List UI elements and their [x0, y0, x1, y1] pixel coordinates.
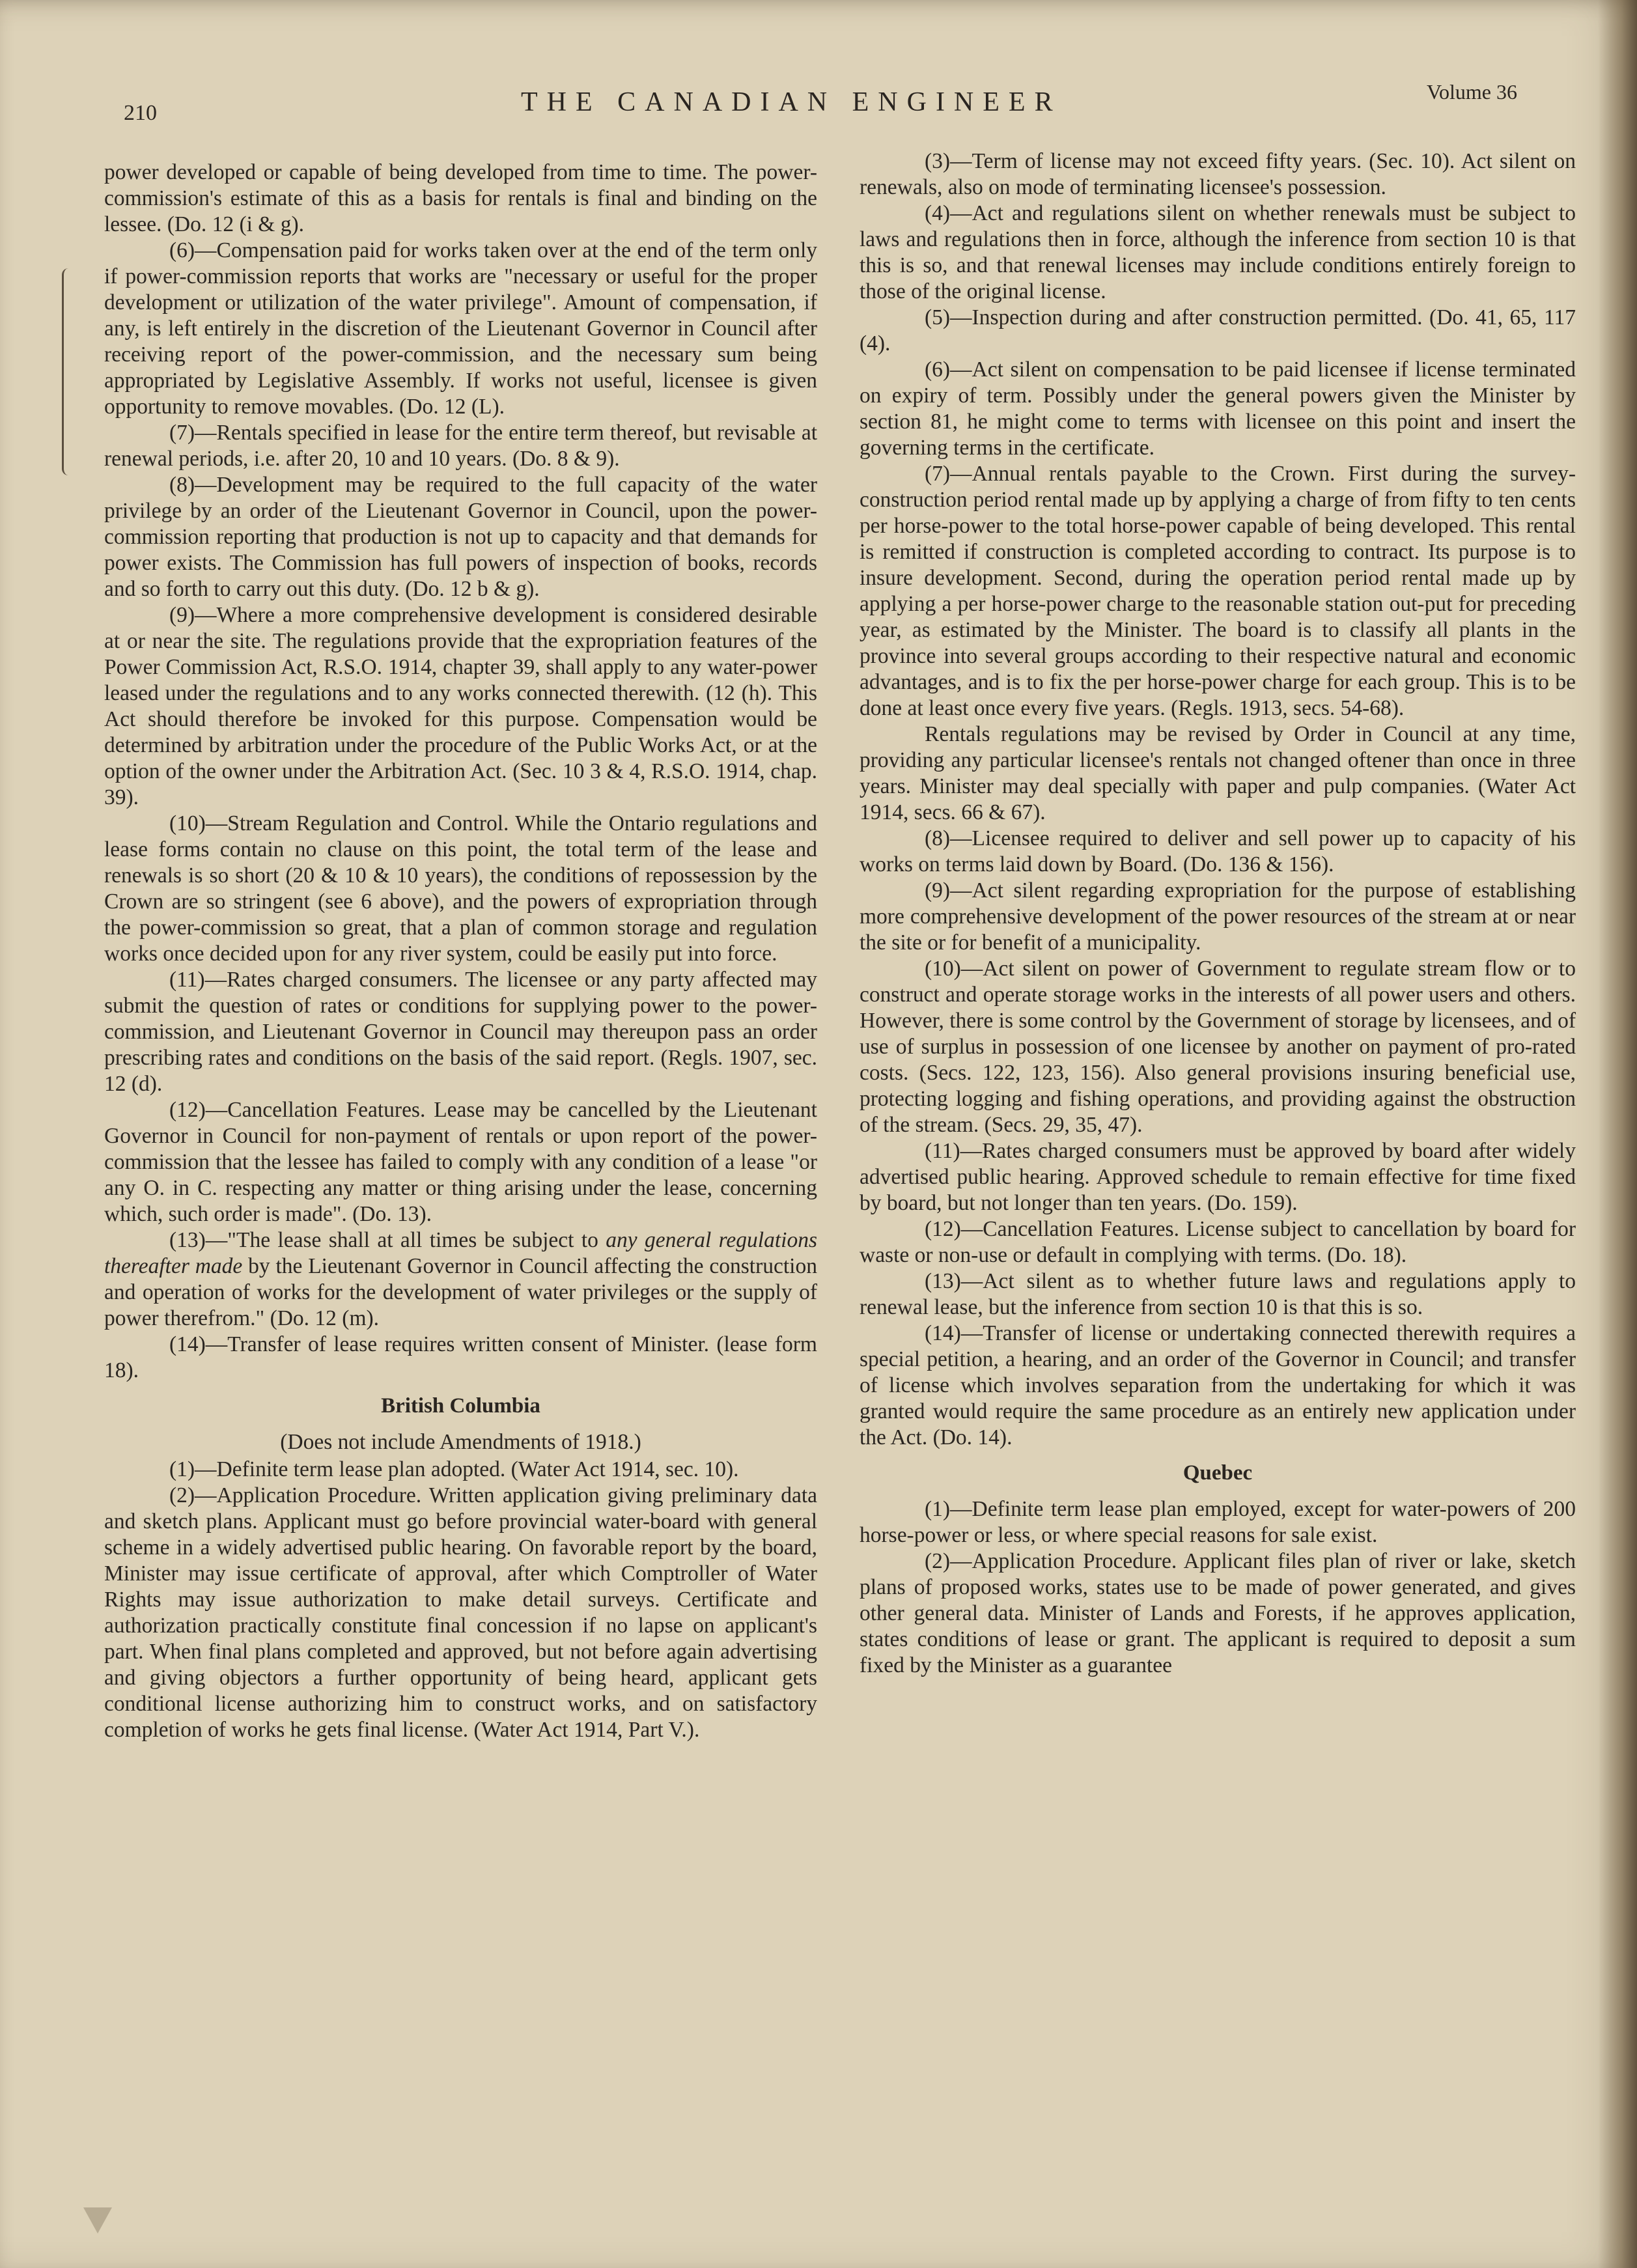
paragraph: (3)—Term of license may not exceed fifty years. (Sec. 10). Act silent on renewals, also on mode of terminating licensee's possession.	[860, 149, 1576, 199]
paragraph: (7)—Annual rentals payable to the Crown. First during the survey-construction period rental made up by applying a charge of from fifty to ten cents per horse-power to the total horse-power capable of being developed. This rental is remitted if construction is completed according to contract. Its purpose is to insure development. Second, during the operation period rental made up by applying a per horse-power charge to the reasonable station out-put for preceding year, as estimated by the Minister. The board is to classify all plants in the province into several groups according to their respective natural and economic advantages, and is to fix the per horse-power charge for each group. This is to be done at least once every five years. (Regls. 1913, secs. 54-68).	[860, 462, 1576, 720]
page-header	[117, 75, 1517, 127]
volume-label: Volume 36	[1427, 80, 1517, 104]
paragraph: (5)—Inspection during and after construction permitted. (Do. 41, 65, 117 (4).	[860, 305, 1576, 356]
paragraph: power developed or capable of being developed from time to time. The power-commission's estimate of this as a basis for rentals is final and binding on the lessee. (Do. 12 (i & g).	[104, 160, 817, 236]
section-heading-quebec: Quebec	[1182, 1461, 1253, 1485]
paragraph: (6)—Act silent on compensation to be paid licensee if license terminated on expiry of term. Possibly under the general powers given the Minister by section 81, he might come to terms with licensee on this point and insert the governing terms in the certificate.	[860, 357, 1576, 460]
p13-post: by the Lieutenant Governor in Council affecting the construction and operation of works for the development of water privileges or the supply of power therefrom." (Do. 12 (m).	[104, 1254, 817, 1330]
paragraph: (14)—Transfer of lease requires written consent of Minister. (lease form 18).	[104, 1332, 817, 1382]
page-number: 210	[124, 101, 157, 125]
paragraph: (10)—Act silent on power of Government to regulate stream flow or to construct and operate storage works in the interests of all power users and others. However, there is some control by the Government of storage by licensees, and of use of surplus in possession of one licensee by another on payment of pro-rated costs. (Secs. 122, 123, 156). Also general provisions insuring beneficial use, protecting logging and fishing operations, and providing against the obstruction of the stream. (Secs. 29, 35, 47).	[860, 957, 1576, 1137]
right-column	[860, 148, 1576, 1679]
paragraph: (10)—Stream Regulation and Control. While the Ontario regulations and lease forms contain no clause on this point, the total term of the lease and renewals is so short (20 & 10 & 10 years), the conditions of repossession by the Crown are so stringent (see 6 above), and the powers of expropriation through the power-commission so great, that a plan of common storage and regulation works once decided upon for any river system, could be easily put into force.	[104, 811, 817, 966]
section-heading-british-columbia: British Columbia	[381, 1394, 540, 1418]
paragraph: (8)—Licensee required to deliver and sell power up to capacity of his works on terms laid down by Board. (Do. 136 & 156).	[860, 826, 1576, 876]
binding-shadow	[1598, 0, 1637, 2268]
paragraph: (12)—Cancellation Features. Lease may be cancelled by the Lieutenant Governor in Council for non-payment of rentals or upon report of the power-commission that the lessee has failed to comply with any condition of a lease "or any O. in C. respecting any matter or thing arising under the lease, concerning which, such order is made". (Do. 13).	[104, 1098, 817, 1226]
paragraph: (6)—Compensation paid for works taken over at the end of the term only if power-commission reports that works are "necessary or useful for the proper development or utilization of the water privilege". Amount of compensation, if any, is left entirely in the discretion of the Lieutenant Governor in Council after receiving report of the power-commission, and the necessary sum being appropriated by Legislative Assembly. If works not useful, licensee is given opportunity to remove movables. (Do. 12 (L).	[104, 238, 817, 419]
p13-pre: (13)—"The lease shall at all times be subject to	[169, 1228, 606, 1252]
journal-title: THE CANADIAN ENGINEER	[521, 87, 1062, 117]
section-subheading: (Does not include Amendments of 1918.)	[280, 1430, 641, 1454]
paragraph: (13)—Act silent as to whether future laws and regulations apply to renewal lease, but the inference from section 10 is that this is so.	[860, 1269, 1576, 1319]
corner-triangle-mark	[83, 2207, 112, 2233]
paragraph: (1)—Definite term lease plan employed, except for water-powers of 200 horse-power or less, or where special reasons for sale exist.	[860, 1497, 1576, 1547]
paragraph: (8)—Development may be required to the full capacity of the water privilege by an order of the Lieutenant Governor in Council, upon the power-commission reporting that production is not up to capacity and that demands for power exists. The Commission has full powers of inspection of books, records and so forth to carry out this duty. (Do. 12 b & g).	[104, 473, 817, 601]
paragraph: (9)—Act silent regarding expropriation for the purpose of establishing more comprehensive development of the power resources of the stream at or near the site or for benefit of a municipality.	[860, 878, 1576, 955]
paragraph: (4)—Act and regulations silent on whether renewals must be subject to laws and regulations then in force, although the inference from section 10 is that this is so, and that renewal licenses may include conditions entirely foreign to those of the original license.	[860, 201, 1576, 303]
paragraph-13	[104, 1227, 817, 1332]
paragraph: (2)—Application Procedure. Written application giving preliminary data and sketch plans. Applicant must go before provincial water-board with general scheme in a widely advertised public hearing. On favorable report by the board, Minister may issue certificate of approval, after which Comptroller of Water Rights may issue authorization to make detail surveys. Certificate and authorization practically constitute final concession if no lapse on applicant's part. When final plans completed and approved, but not before again advertising and giving objectors a further opportunity of being heard, applicant gets conditional license authorizing him to construct works, and on satisfactory completion of works he gets final license. (Water Act 1914, Part V.).	[104, 1483, 817, 1742]
paragraph: (2)—Application Procedure. Applicant files plan of river or lake, sketch plans of proposed works, states use to be made of power generated, and gives other general data. Minister of Lands and Forests, if he approves application, states conditions of lease or grant. The applicant is required to deposit a sum fixed by the Minister as a guarantee	[860, 1549, 1576, 1677]
paragraph: (11)—Rates charged consumers must be approved by board after widely advertised public hearing. Approved schedule to remain effective for time fixed by board, but not longer than ten years. (Do. 159).	[860, 1139, 1576, 1215]
left-column	[104, 160, 817, 1743]
margin-bracket-mark	[62, 268, 73, 475]
paragraph: (1)—Definite term lease plan adopted. (Water Act 1914, sec. 10).	[169, 1457, 739, 1481]
paragraph: Rentals regulations may be revised by Order in Council at any time, providing any particular licensee's rentals not changed oftener than once in three years. Minister may deal specially with paper and pulp companies. (Water Act 1914, secs. 66 & 67).	[860, 722, 1576, 824]
paragraph: (9)—Where a more comprehensive development is considered desirable at or near the site. The regulations provide that the expropriation features of the Power Commission Act, R.S.O. 1914, chapter 39, shall apply to any water-power leased under the regulations and to any works connected therewith. (12 (h). This Act should therefore be invoked for this purpose. Compensation would be determined by arbitration under the procedure of the Public Works Act, or at the option of the owner under the Arbitration Act. (Sec. 10 3 & 4, R.S.O. 1914, chap. 39).	[104, 603, 817, 809]
paragraph: (11)—Rates charged consumers. The licensee or any party affected may submit the question of rates or conditions for supplying power to the power-commission, and Lieutenant Governor in Council may thereupon pass an order prescribing rates and conditions on the basis of the said report. (Regls. 1907, sec. 12 (d).	[104, 968, 817, 1096]
paragraph: (7)—Rentals specified in lease for the entire term thereof, but revisable at renewal periods, i.e. after 20, 10 and 10 years. (Do. 8 & 9).	[104, 421, 817, 471]
p13-italic: any general regulations thereafter made	[104, 1228, 818, 1278]
paragraph: (12)—Cancellation Features. License subject to cancellation by board for waste or non-use or default in complying with terms. (Do. 18).	[860, 1217, 1576, 1267]
paragraph: (14)—Transfer of license or undertaking connected therewith requires a special petition, a hearing, and an order of the Governor in Council; and transfer of license which involves separation from the undertaking for which it was granted would require the same procedure as an entirely new application under the Act. (Do. 14).	[860, 1321, 1576, 1449]
